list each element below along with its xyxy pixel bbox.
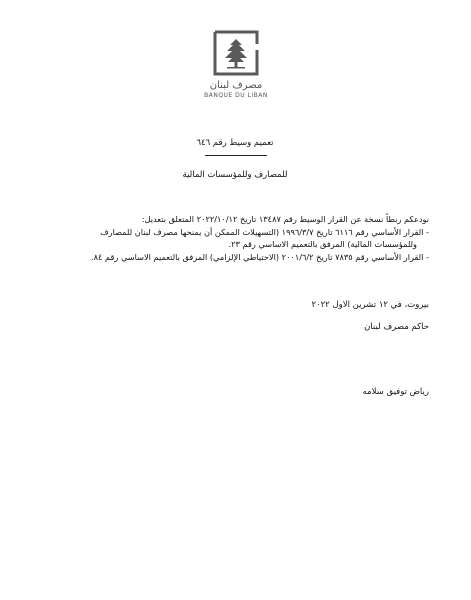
signer-name: رياض توفيق سلامه xyxy=(362,387,429,397)
circular-recipients: للمصارف وللمؤسسات المالية xyxy=(182,170,288,180)
cedar-logo-icon xyxy=(213,30,259,76)
body-item-2: - القرار الأساسي رقم ٧٨٣٥ تاريخ ٢٠٠١/٦/٢ (الاحتياطي الإلزامي) المرفق بالتعميم الاساسي رقم ٨٤. xyxy=(91,251,429,262)
body-intro: نودعكم ربطاً نسخة عن القرار الوسيط رقم ١٣٤٨٧ تاريخ ٢٠٢٢/١٠/١٢ المتعلق بتعديل: xyxy=(141,214,429,224)
bank-logo xyxy=(200,30,272,99)
body-item-1: - القرار الأساسي رقم ٦١١٦ تاريخ ١٩٩٦/٣/٧ (التسهيلات الممكن أن يمنحها مصرف لبنان للمصارف xyxy=(100,226,429,237)
logo-arabic-name: مصرف لبنان xyxy=(209,80,263,91)
title-underline xyxy=(205,155,267,156)
circular-body xyxy=(29,213,429,263)
signature-title: حاكم مصرف لبنان xyxy=(364,322,429,332)
logo-french-name: BANQUE DU LIBAN xyxy=(204,92,268,99)
body-item-1-continued: وللمؤسسات المالية) المرفق بالتعميم الاساسي رقم ٢٣. xyxy=(228,239,417,249)
place-and-date: بيروت، في ١٢ تشرين الاول ٢٠٢٢ xyxy=(311,300,429,310)
circular-title: تعميم وسيط رقم ٦٤٦ xyxy=(196,138,274,148)
